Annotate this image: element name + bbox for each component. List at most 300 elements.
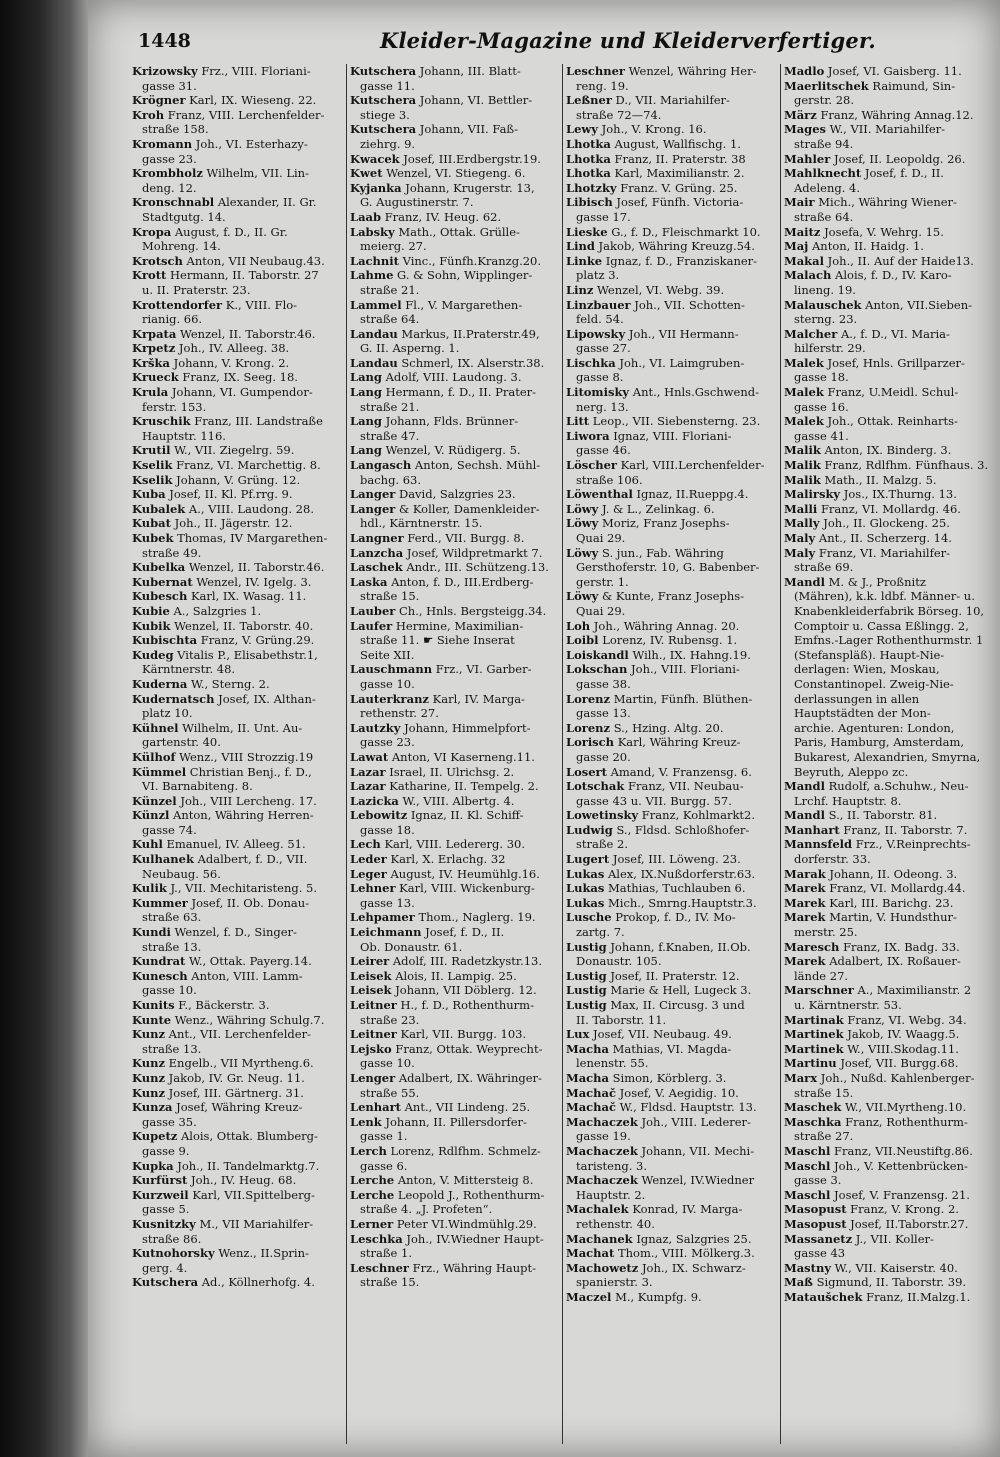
directory-entry [566,779,780,808]
entry-address: M., Kumpfg. 9. [615,1289,702,1304]
directory-entry [784,385,998,414]
entry-name: Lischka [566,355,616,370]
entry-name: Lauterkranz [350,691,429,706]
entry-address: Karl, IX. Wasag. 11. [190,589,307,604]
entry-address: Wenz., II.Sprin- [218,1246,309,1261]
entry-name: Manhart [784,822,840,837]
entry-address: Franz, II.Malzg.1. [866,1289,971,1304]
entry-address: Joh., IV.Wiedner Haupt- [406,1231,544,1246]
column-divider [780,64,781,1444]
directory-entry [350,925,564,954]
entry-name: Masopust [784,1216,847,1231]
entry-address: W., Sterng. 2. [191,676,270,691]
directory-column-2 [350,64,564,1444]
directory-entry [566,1027,780,1042]
entry-address-continued: straße 72—74. [576,107,662,122]
entry-name: Langasch [350,458,412,473]
entry-address: Mich., Währing Wiener- [818,195,957,210]
entry-name: Lokschan [566,662,628,677]
directory-entry [350,779,564,794]
directory-entry [566,93,780,122]
directory-entry [566,1115,780,1144]
directory-entry [132,458,346,473]
entry-name: Lipowsky [566,326,626,341]
directory-entry [350,487,564,502]
entry-address-continued: Knabenkleiderfabrik Börseg. 10, [794,603,985,618]
entry-address-continued: straße 49. [142,545,202,560]
entry-address: Schmerl, IX. Alserstr.38. [401,355,545,370]
entry-address: Israel, II. Ulrichsg. 2. [389,764,515,779]
directory-entry [566,414,780,429]
entry-name: Kunz [132,1085,165,1100]
entry-address: Joh., V. Krong. 16. [601,122,707,137]
entry-address: Andr., III. Schützeng.13. [406,560,549,575]
entry-address-continued: Hauptstädten der Mon- [794,706,931,721]
entry-address: Ant., II. Scherzerg. 14. [818,531,952,545]
entry-name: Kunz [132,1056,165,1071]
entry-address: Josef, Wildpretmarkt 7. [406,545,543,560]
directory-entry [350,867,564,882]
entry-address: Franz, Rothenthurm- [845,1114,968,1129]
entry-address: Martin, V. Hundsthur- [829,910,957,925]
entry-name: Ludwig [566,822,613,837]
entry-name: Lachnit [350,253,399,268]
entry-address: A., VIII. Laudong. 28. [188,501,314,516]
entry-name: Kwet [350,166,383,181]
directory-entry [350,1261,564,1290]
directory-entry [566,1071,780,1086]
entry-name: Litt [566,414,590,429]
entry-name: Madlo [784,64,825,78]
entry-address: Lorenz, Rdlfhm. Schmelz- [390,1143,541,1158]
directory-entry [784,1027,998,1042]
directory-entry [566,1144,780,1173]
entry-address: A., Salzgries 1. [173,603,262,618]
directory-entry [132,808,346,837]
entry-name: Maerlitschek [784,78,869,93]
entry-address-continued: Lrchf. Hauptstr. 8. [794,793,902,808]
directory-entry [566,137,780,152]
entry-name: Leschner [566,64,625,78]
entry-name: Kutnohorsky [132,1246,215,1261]
entry-address: Joh., Ottak. Reinharts- [827,414,958,429]
entry-address: Franz, Währing Annag.12. [820,107,974,122]
entry-address: Josef, III. Gärtnerg. 31. [168,1085,304,1100]
entry-address-continued: gasse 10. [360,676,415,691]
directory-entry [350,837,564,852]
entry-address: Franz, VI. Mariahilfer- [818,545,951,560]
directory-entry [132,225,346,254]
entry-name: Kunesch [132,968,188,983]
entry-address-continued: gasse 9. [142,1143,190,1158]
directory-entry [566,983,780,998]
entry-address: Joh., VIII. Lederer- [641,1114,751,1129]
entry-address-continued: merstr. 25. [794,925,858,940]
entry-address-continued: gasse 43 [794,1246,846,1261]
entry-address-continued: gasse 18. [794,370,849,385]
entry-address: Jos., IX.Thurng. 13. [843,487,957,502]
entry-address: Wenz., VIII Strozzig.19 [179,749,314,764]
entry-address: Anton, V. Mittersteig 8. [397,1173,534,1188]
entry-name: Leichmann [350,925,422,940]
entry-name: Kuderna [132,676,188,691]
directory-entry [132,692,346,721]
entry-address-continued: lineng. 19. [794,282,856,297]
directory-entry [784,268,998,297]
directory-entry [566,765,780,780]
entry-name: Lahme [350,268,394,283]
entry-address: Marie & Hell, Lugeck 3. [610,983,752,998]
entry-address-continued: gasse 8. [576,370,624,385]
entry-name: Lorenz [566,691,611,706]
entry-address: Franz, Rdlfhm. Fünfhaus. 3. [824,458,989,473]
directory-entry [132,575,346,590]
entry-address: Franz, VII. Neubau- [627,779,744,794]
directory-entry [350,166,564,181]
entry-address: Anton, f. D., III.Erdberg- [391,574,534,589]
entry-address: Joh., VI. Esterhazy- [195,136,308,151]
directory-entry [132,633,346,648]
entry-name: Martinek [784,1041,844,1056]
entry-address: Adolf, III. Radetzkystr.13. [392,954,543,969]
entry-address: Joh., VIII Lercheng. 17. [180,793,317,808]
directory-entry [132,925,346,954]
entry-name: Löwy [566,516,599,531]
entry-address-continued: straße 69. [794,560,854,575]
entry-name: Mandl [784,779,825,794]
entry-address: Raimund, Sin- [872,78,956,93]
entry-address: Josef, Währing Kreuz- [176,1100,303,1115]
directory-entry [566,852,780,867]
entry-address: S. jun., Fab. Währing [602,545,724,560]
directory-entry [784,1013,998,1028]
directory-entry [350,1144,564,1173]
entry-address-continued: gasse 31. [142,78,197,93]
entry-address: Johann, f.Knaben, II.Ob. [610,939,751,954]
entry-address-continued: gasse 3. [794,1173,842,1188]
entry-address: Wenzel, V. Rüdigerg. 5. [385,443,521,458]
entry-address: Amand, V. Franzensg. 6. [610,764,752,779]
entry-name: Kromann [132,136,193,151]
directory-entry [784,1261,998,1276]
entry-address-continued: gasse 10. [360,1056,415,1071]
page-title: Kleider-Magazine und Kleiderverfertiger. [380,28,876,53]
entry-address-continued: straße 2. [576,837,628,852]
entry-address: Adalbert, IX. Währinger- [398,1070,542,1085]
entry-name: Liwora [566,428,610,443]
entry-address: Vinc., Fünfh.Kranzg.20. [402,253,542,268]
entry-name: Massanetz [784,1231,853,1246]
entry-address: Franz, IX. Badg. 33. [843,939,960,954]
directory-entry [784,108,998,123]
directory-entry [350,1071,564,1100]
directory-entry [566,1202,780,1231]
entry-name: Malek [784,385,824,400]
entry-address-continued: VI. Barnabiteng. 8. [142,779,253,794]
entry-address: Franz. V. Grüng. 25. [620,180,738,195]
entry-name: Kubek [132,531,174,545]
directory-entry [784,910,998,939]
entry-address-continued: gasse 35. [142,1114,197,1129]
entry-name: Maly [784,531,816,545]
entry-address: Thom., Naglerg. 19. [418,910,536,925]
directory-entry [784,1042,998,1057]
entry-address: Rudolf, a.Schuhw., Neu- [828,779,969,794]
directory-entry [784,195,998,224]
directory-entry [566,1086,780,1101]
entry-address: Karl, Maximilianstr. 2. [614,166,745,181]
directory-entry [566,516,780,545]
directory-entry [566,122,780,137]
entry-name: Lerch [350,1143,387,1158]
entry-address-continued: Mohreng. 14. [142,239,221,254]
directory-entry [784,327,998,356]
directory-entry [784,239,998,254]
entry-name: Krotsch [132,253,183,268]
entry-name: Krutil [132,443,171,458]
directory-entry [784,546,998,575]
entry-name: Lustig [566,939,607,954]
directory-entry [350,254,564,269]
entry-address: Alois, f. D., IV. Karo- [835,268,952,283]
entry-address-continued: straße 15. [794,1085,854,1100]
entry-name: Lammel [350,297,402,312]
directory-entry [350,93,564,122]
entry-address-continued: sterng. 23. [794,312,858,327]
entry-name: Kudernatsch [132,691,215,706]
entry-address-continued: straße 15. [360,1275,420,1290]
entry-address-continued: meierg. 27. [360,239,427,254]
entry-name: Losert [566,764,607,779]
directory-entry [350,1115,564,1144]
directory-entry [566,969,780,984]
entry-address-continued: Bukarest, Alexandrien, Smyrna, [794,749,981,764]
directory-entry [350,268,564,297]
directory-column-1 [132,64,346,1444]
directory-entry [350,808,564,837]
entry-address-continued: hilferstr. 29. [794,341,866,356]
entry-address: Josef, VII. Burgg.68. [840,1056,959,1071]
entry-address-continued: reng. 19. [576,78,629,93]
entry-address: J. & L., Zelinkag. 6. [602,501,715,516]
directory-entry [350,794,564,809]
directory-entry [132,93,346,108]
entry-address-continued: straße 21. [360,399,420,414]
entry-address-continued: straße 47. [360,428,420,443]
entry-name: Lauber [350,603,396,618]
directory-entry [784,79,998,108]
entry-name: Kselik [132,458,173,473]
entry-name: Litomisky [566,385,630,400]
directory-entry [132,327,346,342]
directory-entry [132,443,346,458]
entry-name: Leschner [350,1260,409,1275]
directory-entry [132,64,346,93]
directory-entry [784,1202,998,1217]
directory-entry [132,852,346,881]
entry-address-continued: Emfns.-Lager Rothenthurmstr. 1 [794,633,984,648]
directory-entry [132,487,346,502]
entry-address-continued: gasse 11. [360,78,415,93]
directory-entry [350,1217,564,1232]
entry-address: Anton, Sechsh. Mühl- [414,458,541,473]
entry-name: Mahler [784,151,831,166]
directory-entry [566,385,780,414]
directory-entry [132,560,346,575]
directory-entry [566,487,780,502]
entry-address: Karl, III. Barichg. 23. [829,895,954,910]
entry-address-continued: gasse 19. [576,1129,631,1144]
directory-entry [350,560,564,575]
entry-address: J., VII. Koller- [855,1231,934,1246]
entry-address: Wenz., Währing Schulg.7. [174,1012,325,1027]
directory-entry [132,619,346,634]
directory-entry [132,1013,346,1028]
entry-name: Langer [350,501,396,516]
entry-name: Masopust [784,1202,847,1217]
directory-entry [784,1290,998,1305]
entry-address: Konrad, IV. Marga- [632,1202,743,1217]
entry-address: Adalbert, IX. Roßauer- [829,954,961,969]
entry-address-continued: straße 94. [794,136,854,151]
entry-address: Ignaz, VIII. Floriani- [613,428,732,443]
entry-address: G., f. D., Fleischmarkt 10. [611,224,761,239]
directory-page [88,0,1000,1457]
entry-address: Franz, VII.Neustiftg.86. [834,1143,973,1158]
entry-name: Kselik [132,472,173,487]
entry-name: Krottendorfer [132,297,223,312]
entry-name: Lowetinsky [566,808,639,823]
entry-name: Machaczek [566,1143,638,1158]
directory-entry [350,225,564,254]
entry-name: Lorisch [566,735,615,750]
entry-address-continued: gasse 41. [794,428,849,443]
directory-entry [566,254,780,283]
entry-address: Karl, VII.Spittelberg- [192,1187,315,1202]
entry-name: Kurzweil [132,1187,189,1202]
entry-address: Franz, IV. Heug. 62. [384,209,502,224]
entry-name: Machaczek [566,1173,638,1188]
entry-address: Wilh., IX. Hahng.19. [632,647,751,662]
entry-name: Lustig [566,968,607,983]
entry-address-continued: straße 86. [142,1231,202,1246]
directory-entry [784,414,998,443]
directory-entry [350,881,564,910]
entry-name: Mair [784,195,815,210]
entry-name: Lukas [566,866,605,881]
entry-address: Karl, IX. Wieseng. 22. [189,93,317,108]
directory-entry [350,1173,564,1188]
entry-address: Johann, VII. Mechi- [641,1143,755,1158]
directory-entry [784,1100,998,1115]
entry-address: Sigmund, II. Taborstr. 39. [816,1275,967,1290]
entry-name: Kupetz [132,1129,178,1144]
entry-name: Kubat [132,516,171,531]
entry-name: Krpetz [132,341,176,356]
entry-address: Franz, VI. Mollardg. 46. [820,501,961,516]
entry-address: Josef, V. Franzensg. 21. [834,1187,970,1202]
entry-name: Kummer [132,895,188,910]
directory-entry [350,1100,564,1115]
entry-address: & Kunte, Franz Josephs- [602,589,745,604]
entry-name: Kupka [132,1158,174,1173]
entry-name: Malik [784,458,821,473]
entry-name: Lazar [350,764,386,779]
entry-name: Maschl [784,1143,831,1158]
directory-entry [784,837,998,866]
entry-name: Lazicka [350,793,399,808]
entry-address: Christian Benj., f. D., [189,764,312,779]
directory-entry [132,1129,346,1158]
directory-entry [566,225,780,240]
directory-entry [566,181,780,196]
entry-address: Josef, III.Erdbergstr.19. [403,151,541,166]
entry-address: Franz, VI. Webg. 34. [847,1012,967,1027]
directory-entry [350,852,564,867]
entry-address-continued: straße 13. [142,939,202,954]
entry-address-continued: spanierstr. 3. [576,1275,653,1290]
entry-name: Marek [784,895,826,910]
entry-address-continued: Hauptstr. 116. [142,428,226,443]
entry-address-continued: Ob. Donaustr. 61. [360,939,463,954]
directory-entry [132,765,346,794]
directory-entry [350,954,564,969]
entry-name: Lerche [350,1173,395,1188]
entry-address: Emanuel, IV. Alleeg. 51. [166,837,306,852]
entry-name: Machanek [566,1231,633,1246]
entry-address-continued: straße 23. [360,1012,420,1027]
entry-address-continued: feld. 54. [576,312,624,327]
directory-entry [784,64,998,79]
entry-address-continued: derlassungen in allen [794,691,920,706]
entry-address: Leopold J., Rothenthurm- [397,1187,545,1202]
directory-entry [784,458,998,473]
entry-address-continued: straße 4. „J. Profeten“. [360,1202,493,1217]
directory-entry [784,881,998,896]
entry-address: & Koller, Damenkleider- [398,501,540,516]
entry-name: Lhotka [566,151,611,166]
directory-entry [132,1173,346,1188]
entry-address-continued: gasse 6. [360,1158,408,1173]
entry-name: Lanzcha [350,545,404,560]
entry-name: Leitner [350,1027,397,1042]
entry-name: Malik [784,443,821,458]
entry-name: Kubischta [132,633,198,648]
entry-name: Kronschnabl [132,195,215,210]
entry-address: Hermann, f. D., II. Prater- [385,385,537,400]
entry-name: Löwenthal [566,487,633,502]
entry-name: Leschka [350,1231,403,1246]
entry-name: Marek [784,910,826,925]
entry-address: Johann, III. Blatt- [419,64,521,78]
directory-entry [566,735,780,764]
entry-address-continued: gerstr. 28. [794,93,855,108]
entry-address: Mich., Smrng.Hauptstr.3. [608,895,757,910]
entry-name: Lehner [350,881,396,896]
entry-name: Macha [566,1041,609,1056]
entry-name: Malauschek [784,297,862,312]
entry-name: Löwy [566,589,599,604]
entry-address: Josef, III. Löweng. 23. [612,852,741,867]
entry-address-continued: straße 64. [794,209,854,224]
directory-entry [132,166,346,195]
entry-name: Lawat [350,749,389,764]
entry-address: Josef, Fünfh. Victoria- [616,195,744,210]
entry-address: Anton, VI Kaserneng.11. [391,749,535,764]
entry-name: Löscher [566,458,617,473]
entry-name: Löwy [566,545,599,560]
entry-address: Johann, VI. Gumpendor- [171,385,313,400]
